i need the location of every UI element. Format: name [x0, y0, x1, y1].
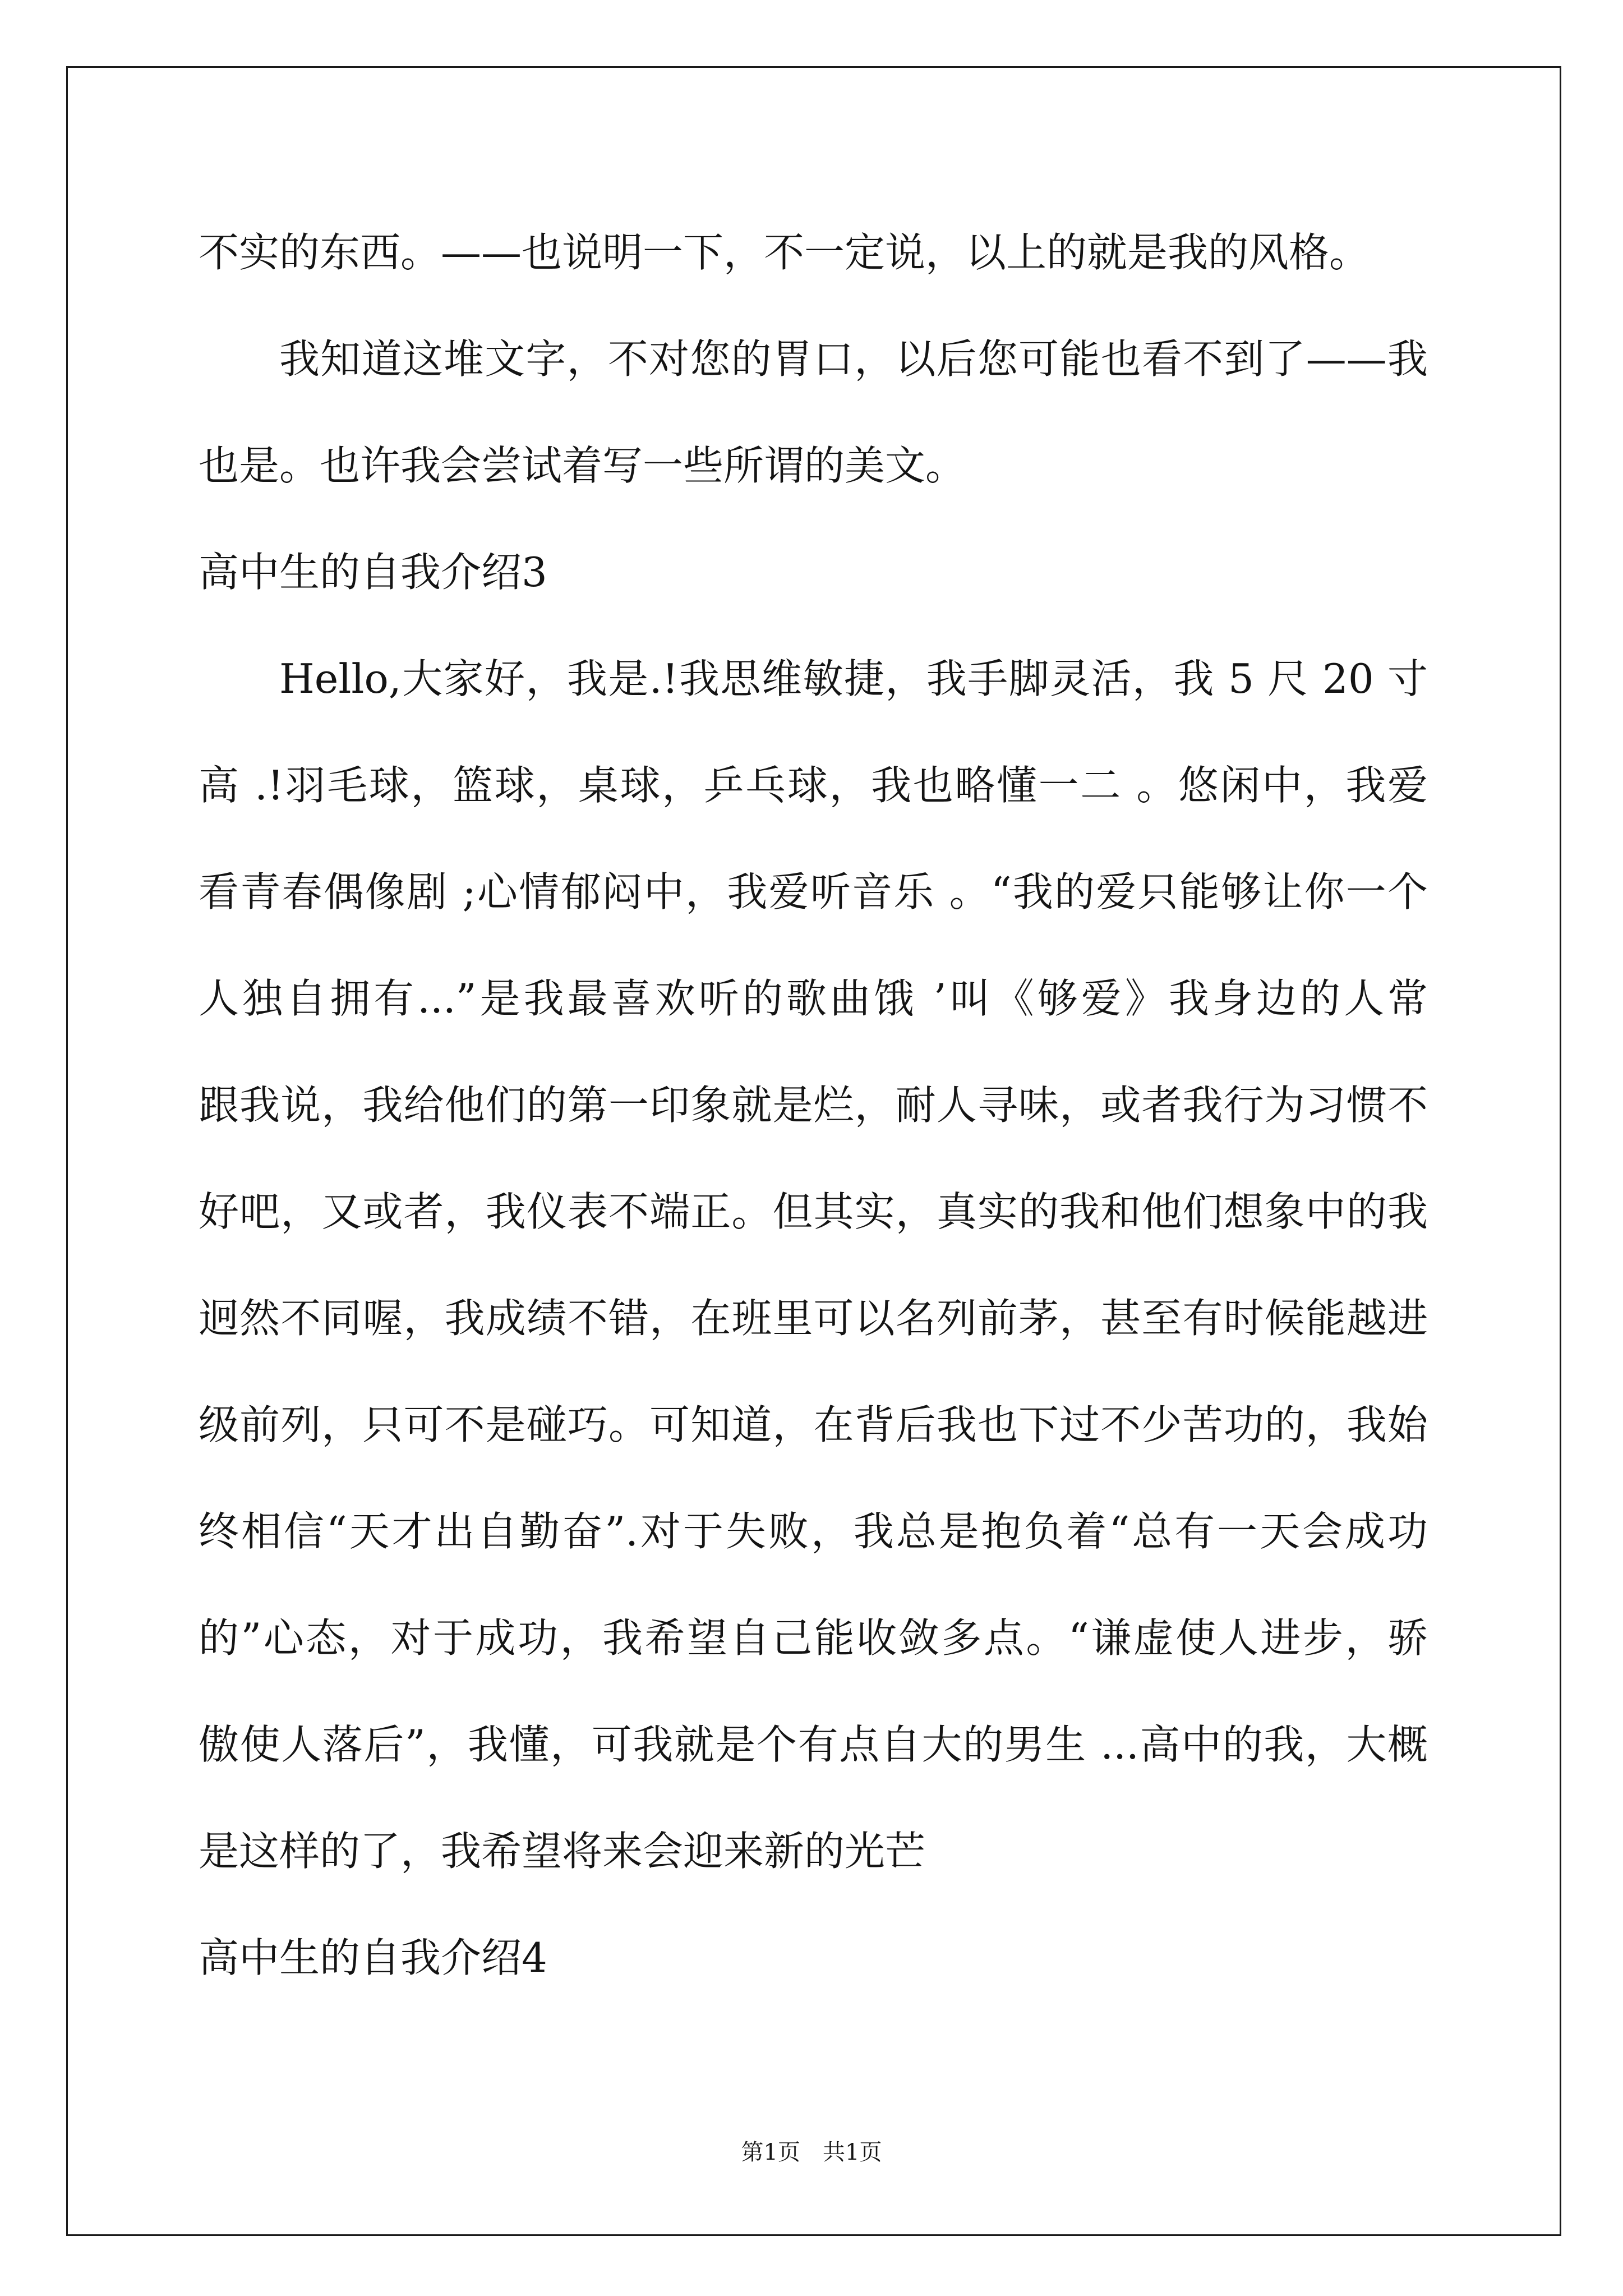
- closing-paragraph: [199, 306, 1428, 519]
- paragraph-line: 的”心态，对于成功，我希望自己能收敛多点。“谦虚使人进步，骄: [199, 1614, 1428, 1662]
- paragraph-line: 我知道这堆文字，不对您的胃口，以后您可能也看不到了——我: [279, 335, 1428, 383]
- document-body: [199, 199, 1428, 2011]
- section-heading-3: 高中生的自我介绍3: [199, 549, 547, 596]
- paragraph-line: 级前列，只可不是碰巧。可知道，在背后我也下过不少苦功的，我始: [199, 1401, 1428, 1448]
- paragraph-line: 人独自拥有...”是我最喜欢听的歌曲饿 ’叫《够爱》我身边的人常: [199, 975, 1428, 1022]
- paragraph-line: 是这样的了，我希望将来会迎来新的光芒: [199, 1828, 926, 1875]
- section-heading-4: 高中生的自我介绍4: [199, 1934, 547, 1981]
- paragraph-line: 迥然不同喔，我成绩不错，在班里可以名列前茅，甚至有时候能越进: [199, 1295, 1428, 1342]
- page-number: 第1页 共1页: [741, 2139, 882, 2165]
- section-3-paragraph: [199, 625, 1428, 1904]
- paragraph-line: 高 .!羽毛球，篮球，桌球，乒乓球，我也略懂一二 。悠闲中，我爱: [199, 762, 1428, 809]
- paragraph-line: 不实的东西。——也说明一下，不一定说，以上的就是我的风格。: [199, 229, 1370, 276]
- paragraph-line: 也是。也许我会尝试着写一些所谓的美文。: [199, 442, 966, 489]
- paragraph-line: 终相信“天才出自勤奋”.对于失败，我总是抱负着“总有一天会成功: [199, 1508, 1428, 1555]
- paragraph-line: 看青春偶像剧 ;心情郁闷中，我爱听音乐 。“我的爱只能够让你一个: [199, 868, 1428, 915]
- paragraph-line: Hello,大家好，我是.!我思维敏捷，我手脚灵活，我 5 尺 20 寸: [279, 655, 1428, 702]
- paragraph-line: 跟我说，我给他们的第一印象就是烂，耐人寻味，或者我行为习惯不: [199, 1082, 1428, 1129]
- paragraph-line: 好吧，又或者，我仪表不端正。但其实，真实的我和他们想象中的我: [199, 1188, 1428, 1235]
- paragraph-line: 傲使人落后”，我懂，可我就是个有点自大的男生 ...高中的我，大概: [199, 1721, 1428, 1768]
